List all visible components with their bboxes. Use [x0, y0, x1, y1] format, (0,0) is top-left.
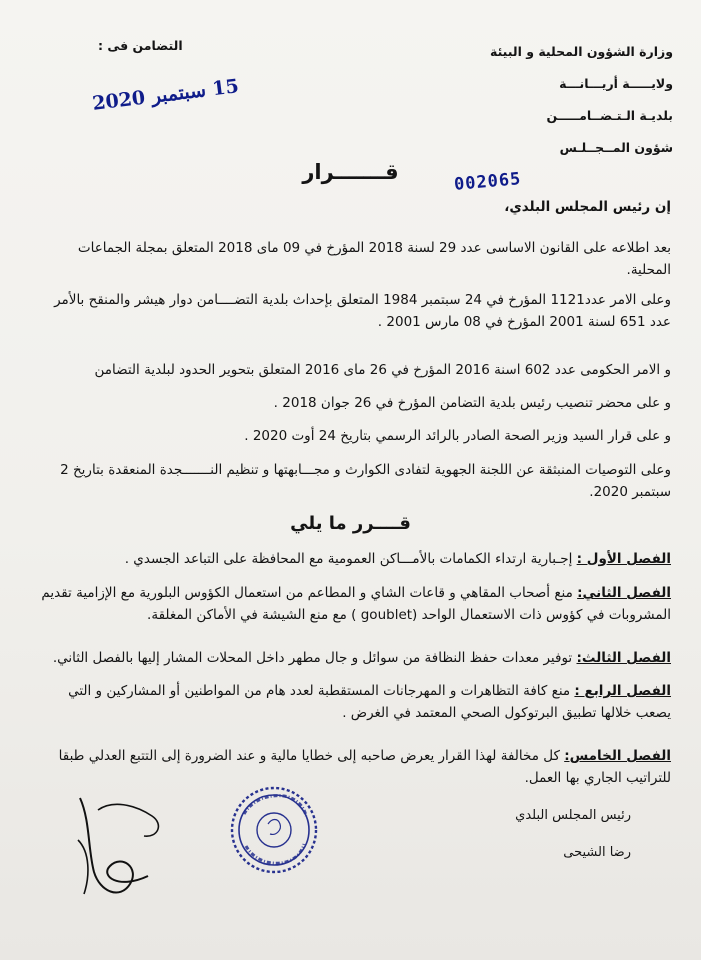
article-text: كل مخالفة لهذا القرار يعرض صاحبه إلى خطايا مالية و عند الضرورة إلى التتبع العدلي طبقا للتراتيب الجاري بها العمل.: [58, 748, 671, 786]
article-label: الفصل الأول :: [576, 551, 671, 567]
department-name: شؤون المــجــلـس: [559, 140, 673, 155]
handwritten-signature: [60, 780, 180, 910]
article-label: الفصل الثالث:: [576, 650, 671, 666]
ministry-name: وزارة الشؤون المحلية و البيئة: [490, 44, 673, 59]
article: [40, 548, 671, 570]
article-text: إجـبارية ارتداء الكمامات بالأمـــاكن العمومية مع المحافظة على التباعد الجسدي .: [124, 551, 573, 567]
article-label: الفصل الرابع :: [574, 683, 671, 699]
article: [40, 680, 671, 724]
decision-heading: قــــرر ما يلي: [290, 513, 411, 534]
article-label: الفصل الخامس:: [564, 748, 671, 764]
preamble-item: و على محضر تنصيب رئيس بلدية التضامن المؤرخ في 26 جوان 2018 .: [273, 395, 671, 411]
letterhead: [443, 36, 673, 164]
governorate-name: ولايـــــة أريـــانـــة: [559, 76, 673, 91]
article: [40, 647, 671, 669]
signature-block: [331, 808, 631, 860]
municipal-seal: [228, 784, 320, 876]
article: [40, 582, 671, 626]
preamble-item: بعد اطلاعه على القانون الاساسى عدد 29 لسنة 2018 المؤرخ في 09 ماى 2018 المتعلق بمجلة الجماعات المحلية.: [77, 240, 671, 278]
intro-line: إن رئيس المجلس البلدي،: [504, 199, 671, 215]
signatory-name: رضا الشيحى: [563, 845, 631, 860]
article-label: الفصل الثاني:: [577, 585, 671, 601]
recipient-label: التضامن فى :: [98, 38, 183, 53]
article-text: منع كافة التظاهرات و المهرجانات المستقطبة لعدد هام من المواطنين أو المشاركين و التي يصعب خلالها تطبيق البرتوكول الصحي المعتمد في الغرض .: [68, 683, 671, 721]
reference-number-stamp: 002065: [453, 169, 523, 195]
preamble-item: وعلى الامر عدد1121 المؤرخ في 24 سبتمبر 1984 المتعلق بإحداث بلدية التضــــامن دوار هيشر والمنقح بالأمر عدد 651 لسنة 2001 المؤرخ في 08 مارس 2001 .: [54, 292, 671, 330]
preamble-item: و على قرار السيد وزير الصحة الصادر بالرائد الرسمي بتاريخ 24 أوت 2020 .: [244, 428, 671, 444]
preamble-item: و الامر الحكومى عدد 602 اسنة 2016 المؤرخ في 26 ماى 2016 المتعلق بتحوير الحدود لبلدية التضامن: [94, 362, 671, 378]
article-text: منع أصحاب المقاهي و قاعات الشاي و المطاعم من استعمال الكؤوس البلورية مع الإزامية تقديم المشروبات في كؤوس ذات الاستعمال الواحد (goublet ) مع منع الشيشة في الأماكن المغلقة.: [41, 585, 671, 623]
municipality-name: بلديـة الـتـضــامـــــن: [546, 108, 673, 123]
document-title: قـــــــرار: [302, 160, 399, 184]
date-stamp: 15 سبتمبر 2020: [91, 75, 240, 115]
signatory-title: رئيس المجلس البلدي: [515, 808, 631, 823]
article-text: توفير معدات حفظ النظافة من سوائل و جال مطهر داخل المحلات المشار إليها بالفصل الثاني.: [52, 650, 573, 666]
preamble-item: وعلى التوصيات المنبثقة عن اللجنة الجهوية لتفادى الكوارث و مجـــابهتها و تنظيم النـــــــجدة المنعقدة بتاريخ 2 سبتمبر 2020.: [60, 462, 671, 500]
